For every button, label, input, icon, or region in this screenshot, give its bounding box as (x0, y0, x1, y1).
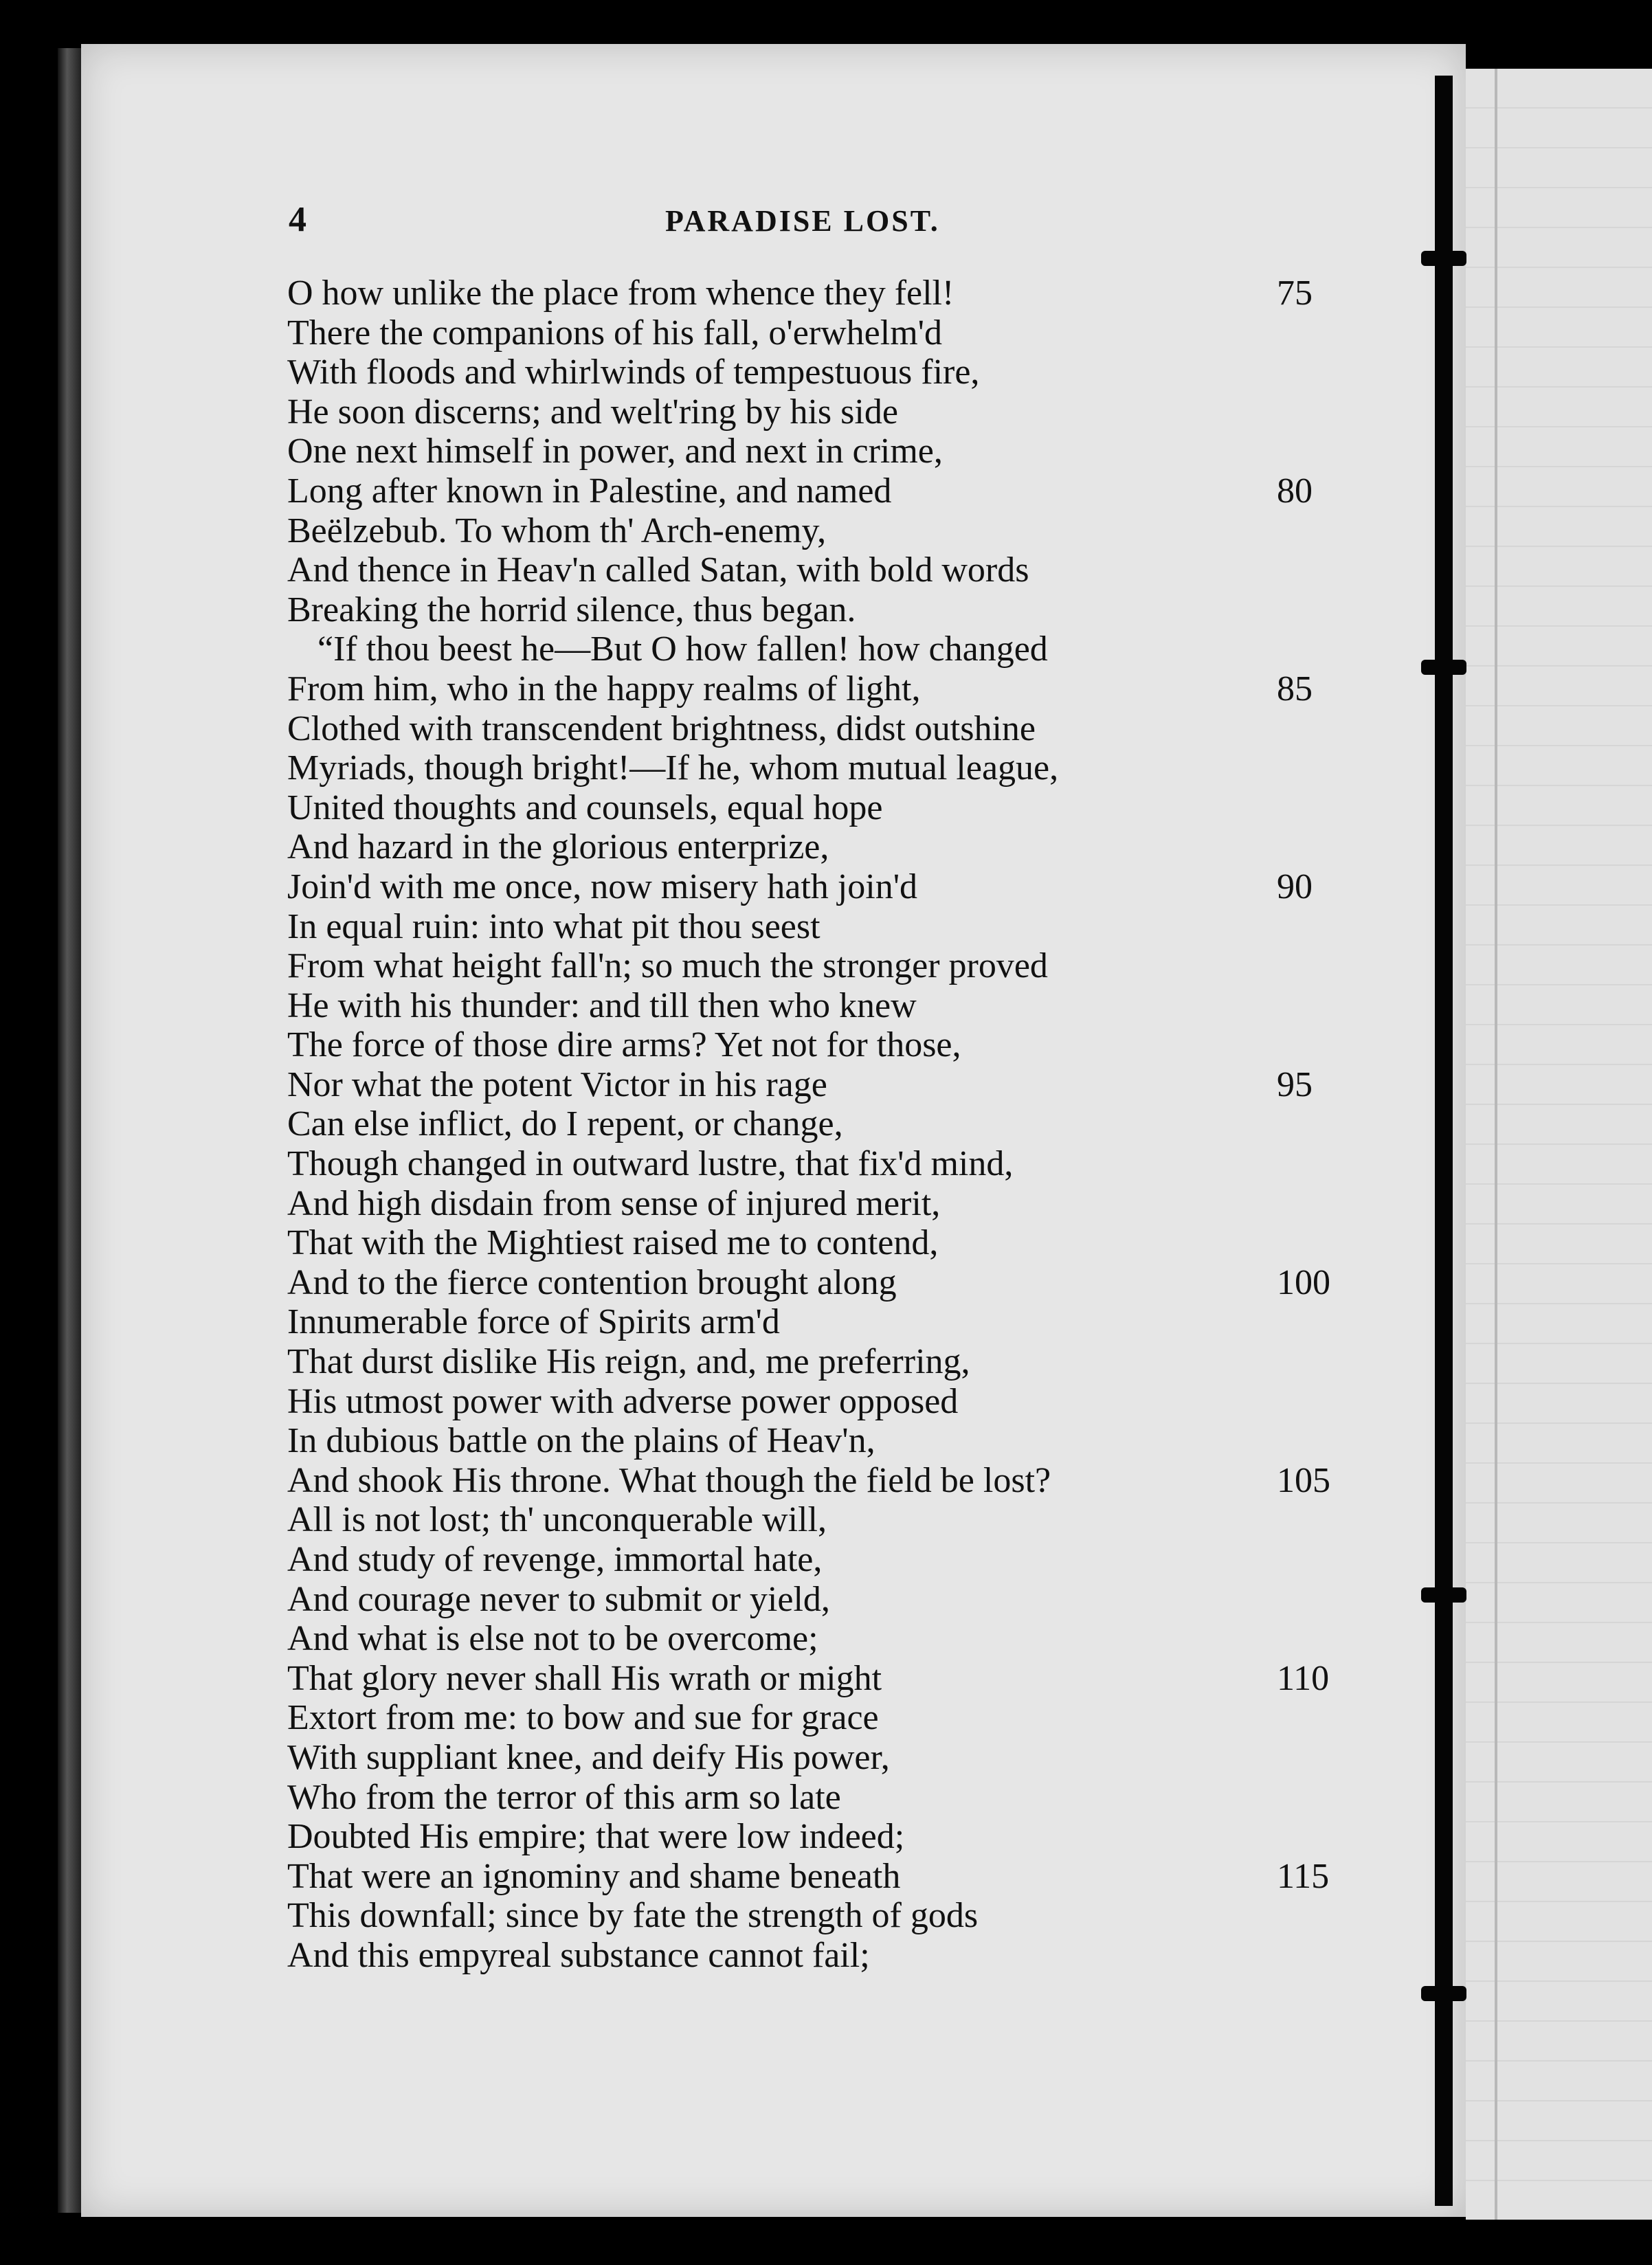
binding-stitch (1421, 251, 1466, 266)
poem-line (287, 471, 1400, 511)
poem-line (287, 432, 1400, 471)
poem-line (287, 392, 1400, 432)
poem-line-text: And thence in Heav'n called Satan, with bold words (287, 550, 1029, 590)
poem-line-text: Can else inflict, do I repent, or change, (287, 1104, 843, 1144)
poem-line-text: He soon discerns; and welt'ring by his side (287, 392, 898, 432)
line-number: 105 (1277, 1460, 1330, 1500)
poem-line-text: “If thou beest he—But O how fallen! how changed (317, 629, 1048, 669)
binding-stitch (1421, 1986, 1466, 2001)
line-number: 115 (1277, 1856, 1330, 1896)
poem-line-text: He with his thunder: and till then who knew (287, 985, 917, 1025)
poem-line-text: That durst dislike His reign, and, me preferring, (287, 1342, 970, 1382)
poem-line (287, 353, 1400, 392)
poem-line (287, 1659, 1400, 1699)
poem-line (287, 1817, 1400, 1857)
poem-line (287, 1461, 1400, 1501)
poem-line (287, 986, 1400, 1026)
poem-line-text: That glory never shall His wrath or might (287, 1658, 882, 1698)
line-number: 100 (1277, 1262, 1330, 1302)
line-number: 95 (1277, 1064, 1313, 1104)
facing-page-rule (1495, 69, 1497, 2220)
poem-line (287, 1896, 1400, 1936)
poem-line-text: Extort from me: to bow and sue for grace (287, 1698, 879, 1738)
poem-line (287, 1580, 1400, 1620)
poem-line (287, 827, 1400, 867)
poem-line-text: Myriads, though bright!—If he, whom mutual league, (287, 748, 1059, 788)
line-number: 80 (1277, 471, 1313, 511)
facing-page (1466, 69, 1652, 2220)
poem-line (287, 1065, 1400, 1105)
page-header (289, 199, 1340, 254)
poem-line-text: With floods and whirlwinds of tempestuous fire, (287, 353, 980, 392)
poem-line-text: That were an ignominy and shame beneath (287, 1856, 901, 1896)
poem-line-text: Innumerable force of Spirits arm'd (287, 1302, 780, 1342)
poem-line-text: This downfall; since by fate the strength of gods (287, 1896, 979, 1936)
binding-stitch (1421, 1587, 1466, 1603)
poem-line-text: And what is else not to be overcome; (287, 1619, 818, 1659)
page-edge-left (58, 48, 81, 2213)
poem-line (287, 1857, 1400, 1897)
poem-line-text: And shook His throne. What though the field be lost? (287, 1460, 1051, 1500)
poem-line (287, 1382, 1400, 1422)
poem-line (287, 590, 1400, 630)
poem-line (287, 1778, 1400, 1818)
poem-line-text: That with the Mightiest raised me to contend, (287, 1223, 939, 1263)
poem-line (287, 1698, 1400, 1738)
poem-line (287, 629, 1400, 669)
poem-line-text: And high disdain from sense of injured merit, (287, 1183, 941, 1223)
poem-line (287, 946, 1400, 986)
poem-line (287, 1144, 1400, 1184)
poem-line-text: Join'd with me once, now misery hath join'd (287, 867, 918, 906)
poem-line (287, 1540, 1400, 1580)
poem-line (287, 1500, 1400, 1540)
poem-line-text: From him, who in the happy realms of light, (287, 669, 921, 708)
poem-line (287, 748, 1400, 788)
poem-line-text: His utmost power with adverse power opposed (287, 1381, 959, 1421)
poem-line (287, 1302, 1400, 1342)
poem-line (287, 1184, 1400, 1224)
binding-gutter (1435, 76, 1453, 2206)
line-number: 75 (1277, 274, 1313, 313)
poem-text (287, 274, 1400, 1976)
poem-line (287, 1619, 1400, 1659)
poem-line-text: O how unlike the place from whence they fell! (287, 274, 955, 313)
poem-line-text: From what height fall'n; so much the stronger proved (287, 946, 1048, 986)
poem-line-text: United thoughts and counsels, equal hope (287, 788, 883, 827)
poem-line (287, 867, 1400, 907)
poem-line-text: Breaking the horrid silence, thus began. (287, 590, 856, 629)
poem-line-text: And hazard in the glorious enterprize, (287, 827, 829, 867)
poem-line-text: Doubted His empire; that were low indeed; (287, 1817, 905, 1857)
poem-line (287, 550, 1400, 590)
poem-line-text: Nor what the potent Victor in his rage (287, 1064, 827, 1104)
poem-line (287, 788, 1400, 828)
poem-line (287, 1936, 1400, 1976)
poem-line (287, 1104, 1400, 1144)
running-title: PARADISE LOST. (665, 204, 940, 238)
poem-line-text: One next himself in power, and next in crime, (287, 432, 943, 471)
poem-line-text: All is not lost; th' unconquerable will, (287, 1500, 827, 1540)
poem-line (287, 669, 1400, 709)
poem-line (287, 709, 1400, 749)
poem-line (287, 1421, 1400, 1461)
poem-line (287, 1342, 1400, 1382)
poem-line (287, 274, 1400, 313)
line-number: 85 (1277, 669, 1313, 708)
poem-line (287, 1025, 1400, 1065)
poem-line (287, 1263, 1400, 1303)
poem-line-text: The force of those dire arms? Yet not for those, (287, 1025, 961, 1065)
poem-line-text: In equal ruin: into what pit thou seest (287, 906, 821, 946)
poem-line-text: There the companions of his fall, o'erwhelm'd (287, 313, 943, 353)
poem-line-text: Clothed with transcendent brightness, didst outshine (287, 708, 1036, 748)
poem-line (287, 511, 1400, 551)
poem-line-text: And courage never to submit or yield, (287, 1579, 830, 1619)
poem-line-text: Though changed in outward lustre, that fix'd mind, (287, 1144, 1014, 1184)
poem-line-text: Who from the terror of this arm so late (287, 1777, 841, 1817)
poem-line-text: And this empyreal substance cannot fail; (287, 1935, 870, 1975)
line-number: 90 (1277, 867, 1313, 906)
poem-line (287, 313, 1400, 353)
poem-line-text: With suppliant knee, and deify His power, (287, 1737, 890, 1777)
poem-line-text: In dubious battle on the plains of Heav'n, (287, 1421, 875, 1461)
poem-line (287, 907, 1400, 947)
line-number: 110 (1277, 1658, 1330, 1698)
poem-line-text: And to the fierce contention brought along (287, 1262, 897, 1302)
poem-line (287, 1223, 1400, 1263)
poem-line (287, 1738, 1400, 1778)
poem-line-text: And study of revenge, immortal hate, (287, 1540, 823, 1579)
page-number: 4 (289, 200, 306, 239)
binding-stitch (1421, 660, 1466, 675)
poem-line-text: Beëlzebub. To whom th' Arch-enemy, (287, 511, 827, 550)
poem-line-text: Long after known in Palestine, and named (287, 471, 892, 511)
